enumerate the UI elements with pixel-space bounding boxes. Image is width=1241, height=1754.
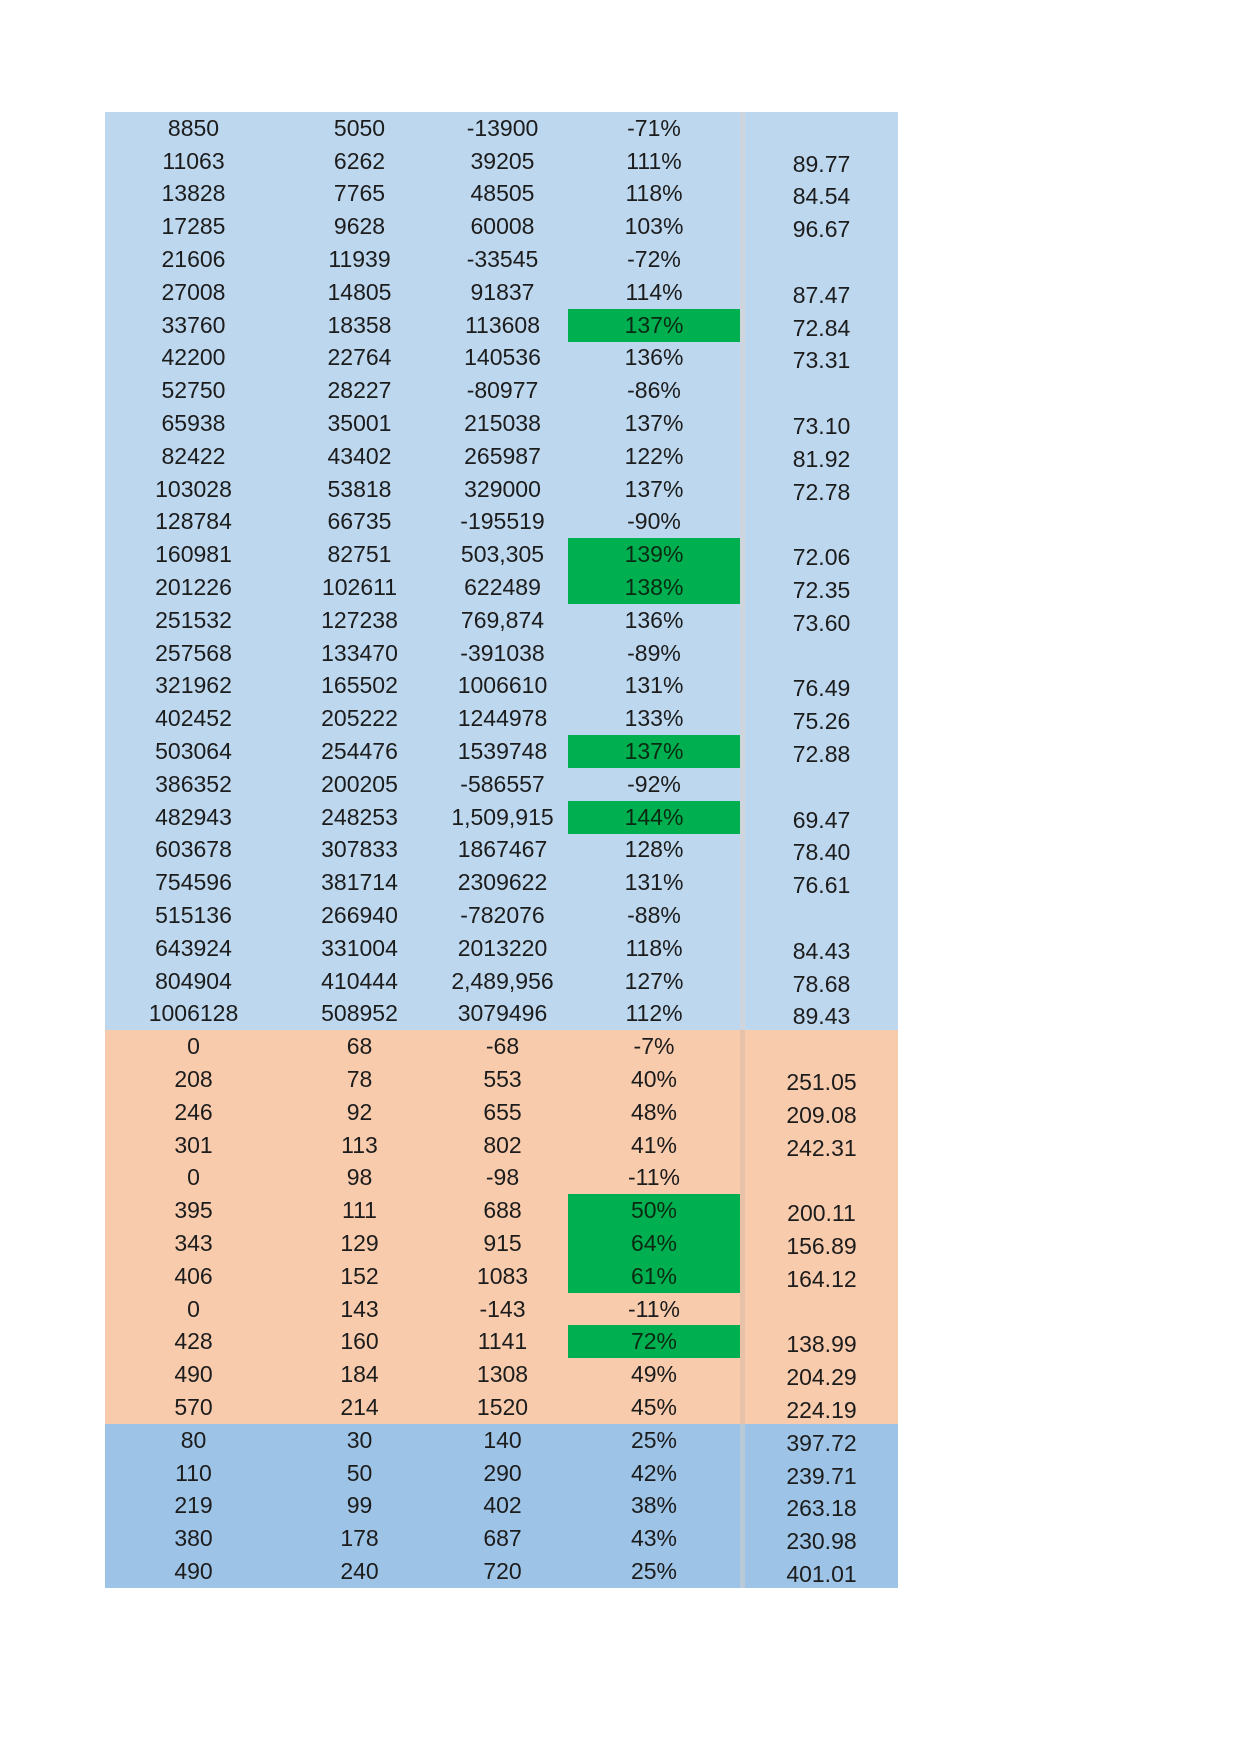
table-cell-percent: 50% [568, 1194, 740, 1227]
table-cell-percent: 42% [568, 1457, 740, 1490]
table-cell-percent: 137% [568, 735, 740, 768]
table-cell-col3: 915 [437, 1227, 568, 1260]
table-row [105, 342, 898, 375]
table-row [105, 407, 898, 440]
table-cell-col3: 655 [437, 1096, 568, 1129]
table-cell-col5: 164.12 [745, 1260, 898, 1293]
table-cell-col5 [745, 899, 898, 932]
table-cell-col5: 87.47 [745, 276, 898, 309]
table-cell-col3: -782076 [437, 899, 568, 932]
table-row [105, 1260, 898, 1293]
spreadsheet-table [105, 112, 898, 1588]
table-cell-col5: 76.49 [745, 670, 898, 703]
table-cell-col1: 201226 [105, 571, 282, 604]
table-cell-col2: 6262 [282, 145, 437, 178]
table-cell-col2: 98 [282, 1162, 437, 1195]
table-cell-percent: -7% [568, 1030, 740, 1063]
table-cell-col3: 140 [437, 1424, 568, 1457]
table-cell-col2: 127238 [282, 604, 437, 637]
table-cell-col2: 240 [282, 1555, 437, 1588]
table-cell-col3: 720 [437, 1555, 568, 1588]
table-row [105, 571, 898, 604]
table-cell-percent: 137% [568, 309, 740, 342]
table-cell-col5: 209.08 [745, 1096, 898, 1129]
table-cell-percent: 38% [568, 1489, 740, 1522]
table-cell-percent: 61% [568, 1260, 740, 1293]
table-cell-percent: 48% [568, 1096, 740, 1129]
table-cell-col2: 18358 [282, 309, 437, 342]
table-cell-col2: 68 [282, 1030, 437, 1063]
table-row [105, 1129, 898, 1162]
table-cell-col3: 2,489,956 [437, 965, 568, 998]
table-row [105, 932, 898, 965]
table-cell-percent: 103% [568, 210, 740, 243]
table-cell-col1: 33760 [105, 309, 282, 342]
table-cell-percent: 139% [568, 538, 740, 571]
table-cell-col1: 219 [105, 1489, 282, 1522]
table-cell-percent: -11% [568, 1293, 740, 1326]
table-cell-percent: 133% [568, 702, 740, 735]
table-cell-col2: 184 [282, 1358, 437, 1391]
table-row [105, 276, 898, 309]
table-cell-col3: -98 [437, 1162, 568, 1195]
table-cell-col2: 111 [282, 1194, 437, 1227]
table-cell-col2: 152 [282, 1260, 437, 1293]
table-cell-col3: -195519 [437, 506, 568, 539]
table-row [105, 1358, 898, 1391]
table-cell-col1: 428 [105, 1325, 282, 1358]
table-cell-col5 [745, 1293, 898, 1326]
table-cell-col2: 35001 [282, 407, 437, 440]
table-cell-col2: 160 [282, 1325, 437, 1358]
table-row [105, 670, 898, 703]
table-cell-col5: 72.06 [745, 538, 898, 571]
table-cell-col5: 76.61 [745, 866, 898, 899]
table-cell-col5: 242.31 [745, 1129, 898, 1162]
table-row [105, 1030, 898, 1063]
table-cell-col2: 5050 [282, 112, 437, 145]
table-row [105, 440, 898, 473]
table-row [105, 145, 898, 178]
table-row [105, 506, 898, 539]
table-cell-percent: 144% [568, 801, 740, 834]
table-cell-col5: 84.43 [745, 932, 898, 965]
table-cell-col3: 402 [437, 1489, 568, 1522]
table-cell-col2: 28227 [282, 374, 437, 407]
table-cell-col5: 81.92 [745, 440, 898, 473]
table-cell-col1: 406 [105, 1260, 282, 1293]
table-cell-col5: 69.47 [745, 801, 898, 834]
table-cell-col1: 643924 [105, 932, 282, 965]
table-cell-col1: 515136 [105, 899, 282, 932]
table-cell-percent: -71% [568, 112, 740, 145]
table-cell-col3: 687 [437, 1522, 568, 1555]
table-row [105, 112, 898, 145]
table-cell-col1: 301 [105, 1129, 282, 1162]
table-cell-col1: 52750 [105, 374, 282, 407]
table-cell-col5: 89.77 [745, 145, 898, 178]
table-cell-col1: 0 [105, 1030, 282, 1063]
table-cell-col5 [745, 112, 898, 145]
table-row [105, 374, 898, 407]
table-cell-col2: 266940 [282, 899, 437, 932]
table-cell-col3: -13900 [437, 112, 568, 145]
table-cell-col1: 1006128 [105, 998, 282, 1031]
table-cell-col5: 251.05 [745, 1063, 898, 1096]
table-cell-percent: 131% [568, 866, 740, 899]
table-cell-percent: 118% [568, 178, 740, 211]
table-row [105, 178, 898, 211]
table-row [105, 1522, 898, 1555]
table-cell-col5: 75.26 [745, 702, 898, 735]
table-row [105, 866, 898, 899]
table-cell-col2: 381714 [282, 866, 437, 899]
table-cell-col1: 80 [105, 1424, 282, 1457]
table-cell-percent: 64% [568, 1227, 740, 1260]
table-cell-col3: 1244978 [437, 702, 568, 735]
table-cell-col2: 113 [282, 1129, 437, 1162]
table-cell-col5: 72.84 [745, 309, 898, 342]
table-row [105, 1063, 898, 1096]
table-cell-col1: 65938 [105, 407, 282, 440]
table-cell-percent: 122% [568, 440, 740, 473]
table-cell-col2: 7765 [282, 178, 437, 211]
table-cell-col1: 110 [105, 1457, 282, 1490]
table-cell-col1: 246 [105, 1096, 282, 1129]
table-cell-col1: 82422 [105, 440, 282, 473]
table-cell-col2: 200205 [282, 768, 437, 801]
table-cell-col5: 204.29 [745, 1358, 898, 1391]
table-row [105, 473, 898, 506]
table-cell-col1: 11063 [105, 145, 282, 178]
table-cell-col3: 802 [437, 1129, 568, 1162]
table-cell-col1: 321962 [105, 670, 282, 703]
table-cell-percent: 137% [568, 407, 740, 440]
table-row [105, 735, 898, 768]
table-cell-col5: 239.71 [745, 1457, 898, 1490]
table-cell-col5 [745, 1162, 898, 1195]
table-cell-col5 [745, 506, 898, 539]
table-cell-col1: 482943 [105, 801, 282, 834]
table-cell-col1: 343 [105, 1227, 282, 1260]
table-cell-col5: 230.98 [745, 1522, 898, 1555]
table-cell-col1: 503064 [105, 735, 282, 768]
table-row [105, 1391, 898, 1424]
table-cell-col5: 73.10 [745, 407, 898, 440]
table-cell-col2: 143 [282, 1293, 437, 1326]
table-cell-col2: 78 [282, 1063, 437, 1096]
table-cell-col1: 754596 [105, 866, 282, 899]
table-cell-col1: 490 [105, 1358, 282, 1391]
table-cell-col2: 22764 [282, 342, 437, 375]
table-cell-col1: 395 [105, 1194, 282, 1227]
table-cell-col5: 84.54 [745, 178, 898, 211]
table-cell-col1: 13828 [105, 178, 282, 211]
table-cell-col2: 82751 [282, 538, 437, 571]
table-row [105, 243, 898, 276]
table-cell-percent: 25% [568, 1555, 740, 1588]
table-row [105, 1555, 898, 1588]
table-cell-col2: 50 [282, 1457, 437, 1490]
table-cell-col2: 331004 [282, 932, 437, 965]
table-cell-col1: 21606 [105, 243, 282, 276]
table-row [105, 637, 898, 670]
table-cell-col1: 160981 [105, 538, 282, 571]
table-cell-percent: -11% [568, 1162, 740, 1195]
table-cell-col5: 401.01 [745, 1555, 898, 1588]
table-cell-col3: 1308 [437, 1358, 568, 1391]
table-cell-col2: 53818 [282, 473, 437, 506]
table-cell-col2: 11939 [282, 243, 437, 276]
table-row [105, 1293, 898, 1326]
table-cell-percent: 136% [568, 342, 740, 375]
table-cell-col5: 263.18 [745, 1489, 898, 1522]
table-cell-col2: 165502 [282, 670, 437, 703]
table-cell-col1: 402452 [105, 702, 282, 735]
table-cell-col5: 73.60 [745, 604, 898, 637]
table-cell-percent: 138% [568, 571, 740, 604]
table-cell-col5: 72.78 [745, 473, 898, 506]
table-cell-percent: -88% [568, 899, 740, 932]
table-row [105, 1227, 898, 1260]
table-row [105, 1194, 898, 1227]
table-row [105, 604, 898, 637]
table-cell-col3: 688 [437, 1194, 568, 1227]
table-row [105, 965, 898, 998]
table-cell-percent: 118% [568, 932, 740, 965]
table-cell-col3: 1,509,915 [437, 801, 568, 834]
table-cell-col2: 102611 [282, 571, 437, 604]
table-cell-percent: 128% [568, 834, 740, 867]
table-row [105, 998, 898, 1031]
table-row [105, 801, 898, 834]
table-cell-col5: 200.11 [745, 1194, 898, 1227]
table-cell-col3: 329000 [437, 473, 568, 506]
table-cell-col1: 251532 [105, 604, 282, 637]
table-cell-col3: 3079496 [437, 998, 568, 1031]
table-cell-col2: 410444 [282, 965, 437, 998]
table-cell-percent: 127% [568, 965, 740, 998]
table-cell-percent: 25% [568, 1424, 740, 1457]
table-cell-col3: 215038 [437, 407, 568, 440]
table-cell-col2: 133470 [282, 637, 437, 670]
table-cell-col1: 0 [105, 1162, 282, 1195]
table-cell-percent: 137% [568, 473, 740, 506]
table-cell-col1: 17285 [105, 210, 282, 243]
table-cell-col5 [745, 243, 898, 276]
table-cell-col3: 1539748 [437, 735, 568, 768]
table-cell-col1: 386352 [105, 768, 282, 801]
table-cell-col1: 208 [105, 1063, 282, 1096]
table-cell-col3: 290 [437, 1457, 568, 1490]
table-row [105, 1424, 898, 1457]
table-cell-col3: 1083 [437, 1260, 568, 1293]
table-cell-col2: 205222 [282, 702, 437, 735]
table-cell-col2: 178 [282, 1522, 437, 1555]
table-cell-col5 [745, 768, 898, 801]
table-cell-percent: -92% [568, 768, 740, 801]
table-cell-col5: 138.99 [745, 1325, 898, 1358]
table-cell-col3: 60008 [437, 210, 568, 243]
table-cell-col5: 397.72 [745, 1424, 898, 1457]
table-cell-col3: -33545 [437, 243, 568, 276]
table-cell-col1: 490 [105, 1555, 282, 1588]
table-cell-col2: 66735 [282, 506, 437, 539]
table-cell-col2: 99 [282, 1489, 437, 1522]
table-row [105, 899, 898, 932]
table-cell-col3: -68 [437, 1030, 568, 1063]
table-cell-col2: 43402 [282, 440, 437, 473]
table-cell-col3: 2013220 [437, 932, 568, 965]
table-cell-percent: 72% [568, 1325, 740, 1358]
table-cell-col3: 2309622 [437, 866, 568, 899]
table-row [105, 538, 898, 571]
table-cell-col1: 603678 [105, 834, 282, 867]
table-cell-percent: 43% [568, 1522, 740, 1555]
table-row [105, 1162, 898, 1195]
table-cell-col1: 804904 [105, 965, 282, 998]
table-cell-col1: 27008 [105, 276, 282, 309]
table-cell-percent: 41% [568, 1129, 740, 1162]
table-cell-col5: 78.40 [745, 834, 898, 867]
table-row [105, 210, 898, 243]
table-cell-percent: -89% [568, 637, 740, 670]
table-cell-col3: 503,305 [437, 538, 568, 571]
table-cell-percent: 45% [568, 1391, 740, 1424]
table-cell-col5: 224.19 [745, 1391, 898, 1424]
table-row [105, 834, 898, 867]
table-cell-col3: 1141 [437, 1325, 568, 1358]
table-cell-col1: 128784 [105, 506, 282, 539]
table-cell-percent: -86% [568, 374, 740, 407]
table-cell-col5: 89.43 [745, 998, 898, 1031]
table-cell-percent: 136% [568, 604, 740, 637]
table-cell-col3: 553 [437, 1063, 568, 1096]
table-cell-col3: -143 [437, 1293, 568, 1326]
table-cell-percent: 112% [568, 998, 740, 1031]
table-cell-col2: 214 [282, 1391, 437, 1424]
table-row [105, 768, 898, 801]
table-cell-col3: 39205 [437, 145, 568, 178]
table-row [105, 309, 898, 342]
table-cell-col5: 73.31 [745, 342, 898, 375]
table-cell-col3: -80977 [437, 374, 568, 407]
table-cell-percent: -90% [568, 506, 740, 539]
table-cell-percent: 40% [568, 1063, 740, 1096]
table-cell-percent: 111% [568, 145, 740, 178]
table-cell-col2: 307833 [282, 834, 437, 867]
table-cell-col5: 156.89 [745, 1227, 898, 1260]
table-row [105, 702, 898, 735]
table-cell-col5 [745, 637, 898, 670]
table-cell-col2: 30 [282, 1424, 437, 1457]
table-cell-col3: 622489 [437, 571, 568, 604]
table-cell-col2: 9628 [282, 210, 437, 243]
table-cell-col3: 265987 [437, 440, 568, 473]
table-cell-percent: 131% [568, 670, 740, 703]
table-cell-percent: 114% [568, 276, 740, 309]
table-cell-col1: 380 [105, 1522, 282, 1555]
table-cell-col2: 254476 [282, 735, 437, 768]
table-cell-col2: 92 [282, 1096, 437, 1129]
table-cell-col2: 129 [282, 1227, 437, 1260]
table-cell-col1: 103028 [105, 473, 282, 506]
table-cell-col2: 248253 [282, 801, 437, 834]
table-cell-col1: 0 [105, 1293, 282, 1326]
table-cell-col3: 140536 [437, 342, 568, 375]
table-cell-col3: -586557 [437, 768, 568, 801]
table-cell-col3: 48505 [437, 178, 568, 211]
table-cell-col3: 769,874 [437, 604, 568, 637]
table-cell-percent: 49% [568, 1358, 740, 1391]
table-row [105, 1457, 898, 1490]
table-row [105, 1096, 898, 1129]
table-cell-col5: 72.88 [745, 735, 898, 768]
table-cell-col1: 257568 [105, 637, 282, 670]
table-cell-col1: 8850 [105, 112, 282, 145]
table-cell-col2: 14805 [282, 276, 437, 309]
table-cell-col3: 91837 [437, 276, 568, 309]
table-row [105, 1325, 898, 1358]
table-cell-percent: -72% [568, 243, 740, 276]
table-cell-col5: 72.35 [745, 571, 898, 604]
table-cell-col1: 570 [105, 1391, 282, 1424]
table-cell-col5: 96.67 [745, 210, 898, 243]
table-cell-col3: -391038 [437, 637, 568, 670]
table-cell-col1: 42200 [105, 342, 282, 375]
table-cell-col5: 78.68 [745, 965, 898, 998]
table-row [105, 1489, 898, 1522]
table-cell-col5 [745, 374, 898, 407]
table-cell-col3: 1867467 [437, 834, 568, 867]
table-cell-col3: 113608 [437, 309, 568, 342]
table-cell-col3: 1006610 [437, 670, 568, 703]
table-cell-col2: 508952 [282, 998, 437, 1031]
table-cell-col3: 1520 [437, 1391, 568, 1424]
table-cell-col5 [745, 1030, 898, 1063]
